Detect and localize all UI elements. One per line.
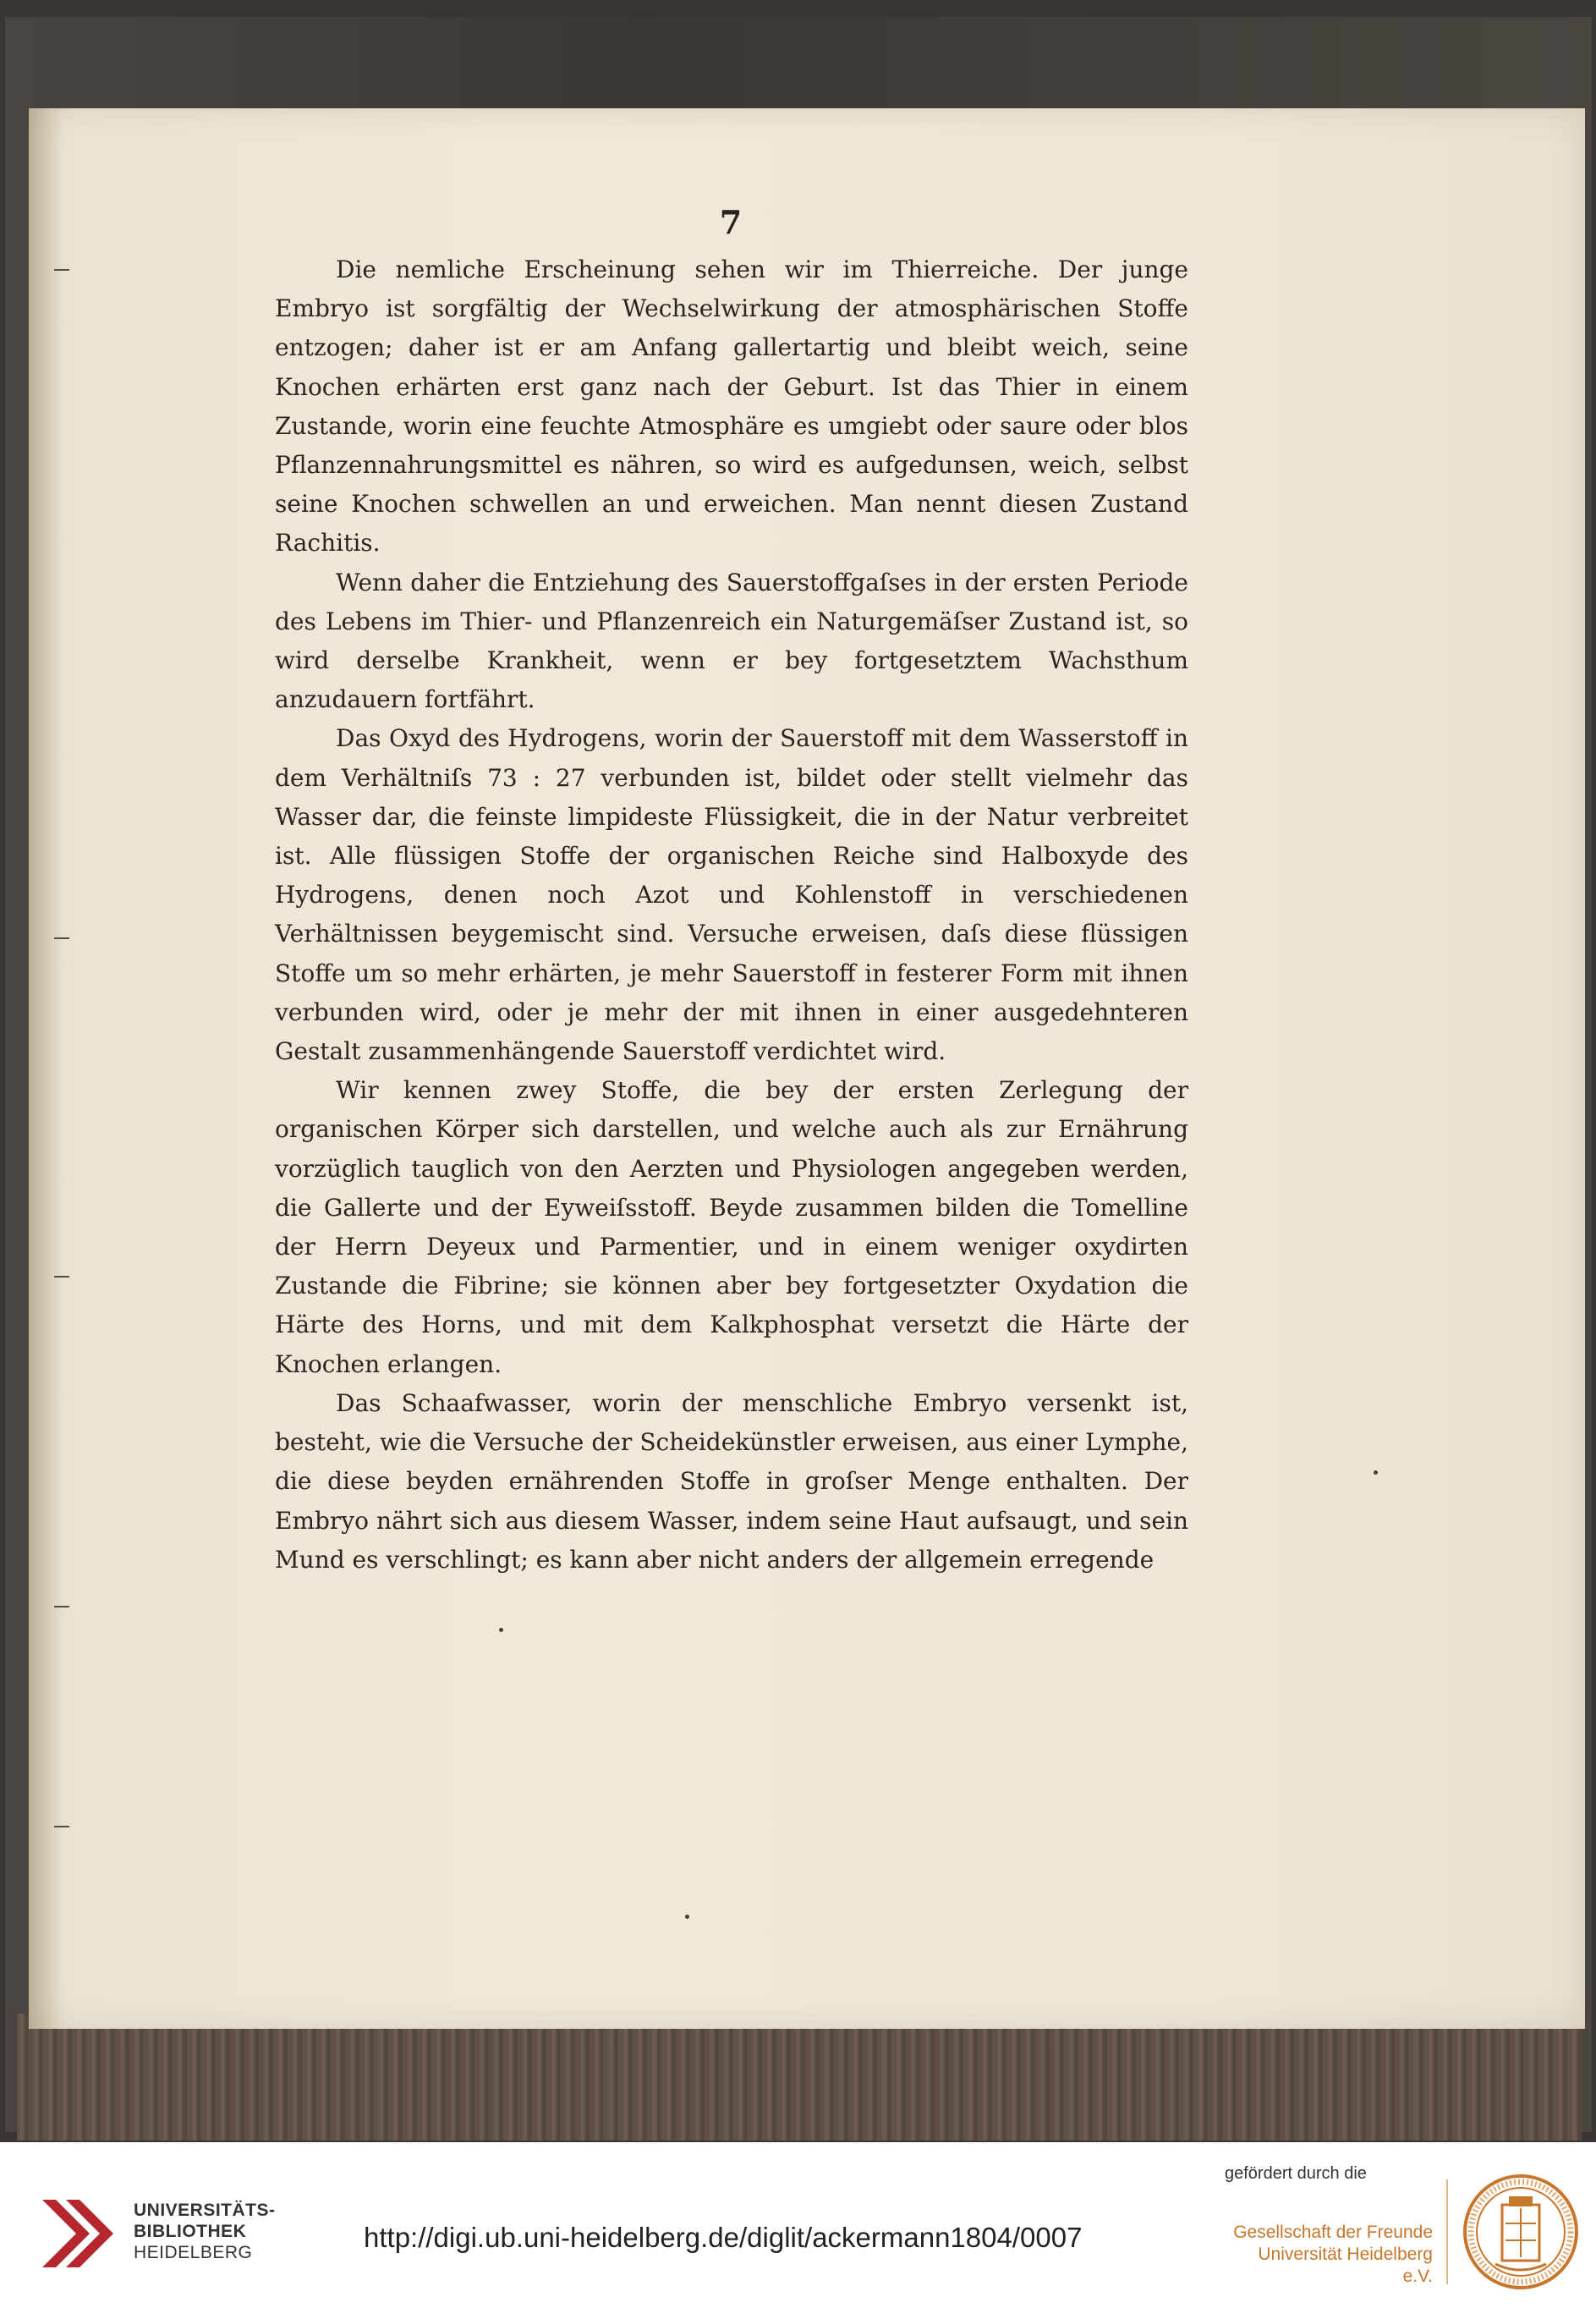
permalink-url[interactable]: http://digi.ub.uni-heidelberg.de/diglit/ackermann1804/0007 xyxy=(364,2222,1083,2253)
spine-shadow xyxy=(29,108,63,2029)
margin-mark xyxy=(54,269,69,271)
library-name[interactable] xyxy=(134,2200,276,2263)
library-name-line: HEIDELBERG xyxy=(134,2243,253,2262)
paper-speck xyxy=(1374,1470,1378,1475)
library-logo-icon[interactable] xyxy=(37,2195,122,2272)
page-edges xyxy=(17,2014,1582,2140)
sponsor-name[interactable] xyxy=(1233,2222,1433,2288)
margin-mark xyxy=(54,937,69,939)
university-seal-icon[interactable] xyxy=(1462,2173,1580,2291)
footer-divider xyxy=(1446,2179,1448,2284)
paragraph: Die nemliche Erscheinung sehen wir im Thierreiche. Der junge Embryo ist sorgfältig der Wechselwirkung der atmosphärischen Stoffe entzogen; daher ist er am Anfang gallertartig und bleibt weich, seine Knochen erhärten erst ganz nach der Geburt. Ist das Thier in einem Zustande, worin eine feuchte Atmosphäre es umgiebt oder saure oder blos Pflanzennahrungsmittel es nähren, so wird es aufgedunsen, weich, selbst seine Knochen schwellen an und erweichen. Man nennt diesen Zustand Rachitis. xyxy=(275,256,1188,558)
paragraph: Das Schaafwasser, worin der menschliche Embryo versenkt ist, besteht, wie die Versuche der Scheidekünstler erweisen, aus einer Lymphe, die diese beyden ernährenden Stoffe in groſser Menge enthalten. Der Embryo nährt sich aus diesem Wasser, indem seine Haut aufsaugt, und sein Mund es verschlingt; es kann aber nicht anders der allgemein erregende xyxy=(275,1388,1188,1574)
paragraph: Wenn daher die Entziehung des Sauerstoffgaſses in der ersten Periode des Lebens im Thier- und Pflanzenreich ein Naturgemäſser Zustand ist, so wird derselbe Krankheit, wenn er bey fortgesetztem Wachsthum anzudauern fortfährt. xyxy=(275,568,1188,714)
paper-speck xyxy=(685,1915,689,1919)
margin-mark xyxy=(54,1606,69,1607)
paragraph: Das Oxyd des Hydrogens, worin der Sauerstoff mit dem Wasserstoff in dem Verhältniſs 73 : 27 verbunden ist, bildet oder stellt vielmehr das Wasser dar, die feinste limpideste Flüssigkeit, die in der Natur verbreitet ist. Alle flüssigen Stoffe der organischen Reiche sind Halboxyde des Hydrogens, denen noch Azot und Kohlenstoff in verschiedenen Verhältnissen beygemischt sind. Versuche erweisen, daſs diese flüssigen Stoffe um so mehr erhärten, je mehr Sauerstoff in festerer Form mit ihnen verbunden wird, oder je mehr der mit ihnen in einer ausgedehnteren Gestalt zusammenhängende Sauerstoff verdichtet wird. xyxy=(275,724,1188,1066)
page-number: 7 xyxy=(719,203,743,241)
margin-mark xyxy=(54,1276,69,1278)
library-name-line: BIBLIOTHEK xyxy=(134,2222,247,2241)
sponsor-name-line: Gesellschaft der Freunde xyxy=(1233,2223,1433,2242)
margin-mark xyxy=(54,1826,69,1827)
sponsor-name-line: Universität Heidelberg e.V. xyxy=(1258,2245,1433,2286)
paragraph: Wir kennen zwey Stoffe, die bey der ersten Zerlegung der organischen Körper sich darstellen, und welche auch als zur Ernährung vorzüglich tauglich von den Aerzten und Physiologen angegeben werden, die Gallerte und der Eyweiſsstoff. Beyde zusammen bilden die Tomelline der Herrn Deyeux und Parmentier, und in einem weniger oxydirten Zustande die Fibrine; sie können aber bey fortgesetzter Oxydation die Härte des Horns, und mit dem Kalkphosphat versetzt die Härte der Knochen erlangen. xyxy=(275,1076,1188,1378)
body-text xyxy=(275,250,1188,1580)
library-name-line: UNIVERSITÄTS- xyxy=(134,2201,276,2220)
sponsor-label: gefördert durch die xyxy=(1225,2164,1367,2183)
footer-bar xyxy=(0,2142,1596,2308)
paper-speck xyxy=(499,1628,503,1632)
